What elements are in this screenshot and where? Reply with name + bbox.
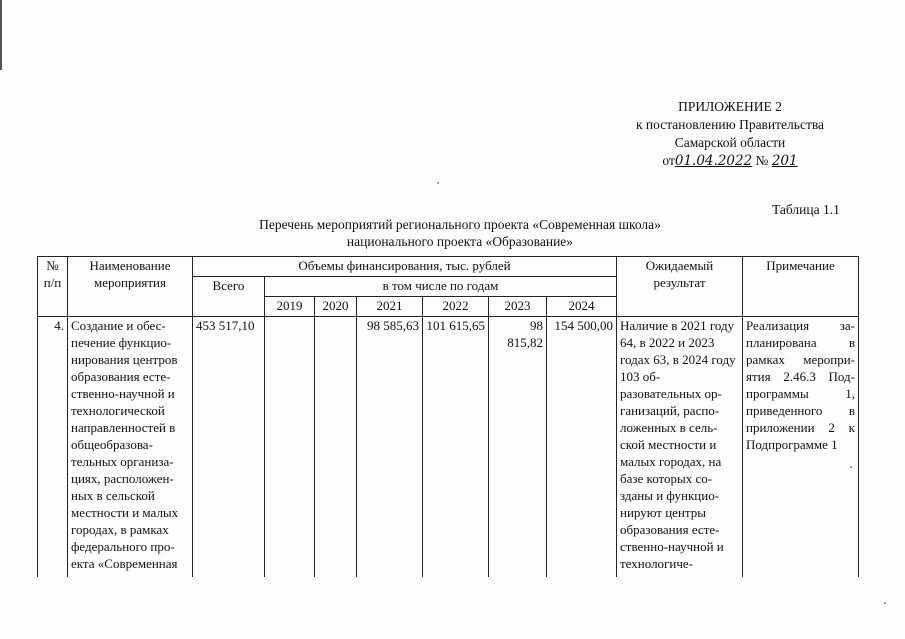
- appendix-block: [600, 98, 860, 170]
- row-2020: [315, 317, 357, 577]
- header-year: 2022: [423, 297, 489, 317]
- header-result: Ожидаемый результат: [617, 257, 743, 317]
- measures-table: [37, 256, 859, 577]
- row-2022: 101 615,65: [423, 317, 489, 577]
- header-year: 2020: [315, 297, 357, 317]
- header-year: 2023: [489, 297, 547, 317]
- header-note: Примечание: [743, 257, 859, 317]
- appendix-title: ПРИЛОЖЕНИЕ 2: [678, 99, 782, 114]
- table-label: Таблица 1.1: [772, 202, 840, 217]
- appendix-line3: Самарской области: [674, 135, 786, 150]
- scan-speck: [850, 466, 852, 468]
- scan-speck: [437, 182, 439, 184]
- header-funding: Объемы финансирования, тыс. рублей: [193, 257, 617, 277]
- document-title: [180, 216, 740, 250]
- row-2023: 98 815,82: [489, 317, 547, 577]
- header-by-year: в том числе по годам: [265, 277, 617, 297]
- row-2021: 98 585,63: [357, 317, 423, 577]
- row-2024: 154 500,00: [547, 317, 617, 577]
- row-num: 4.: [38, 317, 68, 577]
- title-line2: национального проекта «Образование»: [346, 234, 574, 249]
- date-value: 01.04.2022: [674, 153, 753, 169]
- row-total: 453 517,10: [193, 317, 265, 577]
- row-name: Создание и обес-печение функцио-нирования центров образования есте-ственно-научной и технологической направленностей в общеобразова-тельных организа-циях, расположен-ных в сельской местности и малых городах, в рамках федерального про-екта «Современная: [68, 317, 193, 577]
- table-row: [38, 317, 859, 577]
- appendix-date-line: [600, 152, 860, 170]
- scan-speck: [884, 602, 886, 604]
- row-note: Реализация за-планирована в рамках меропри-ятия 2.46.3 Под-программы 1, приведенного в приложении 2 к Подпрограмме 1: [743, 317, 859, 577]
- page-edge: [0, 0, 2, 70]
- date-prefix: от: [662, 153, 675, 168]
- header-total: Всего: [193, 277, 265, 317]
- header-year: 2019: [265, 297, 315, 317]
- row-result: Наличие в 2021 году 64, в 2022 и 2023 годах 63, в 2024 году 103 об-разовательных ор-ганизаций, распо-ложенных в сель-ской местности и малых городах, на базе которых со-зданы и функцио-нируют центры образования есте-ственно-научной и технологиче-: [617, 317, 743, 577]
- number-prefix: №: [755, 153, 769, 168]
- number-value: 201: [771, 153, 798, 169]
- title-line1: Перечень мероприятий регионального проекта «Современная школа»: [259, 217, 661, 232]
- header-year: 2024: [547, 297, 617, 317]
- header-name: Наименование мероприятия: [68, 257, 193, 317]
- appendix-line2: к постановлению Правительства: [635, 117, 825, 132]
- header-num: № п/п: [38, 257, 68, 317]
- row-2019: [265, 317, 315, 577]
- header-year: 2021: [357, 297, 423, 317]
